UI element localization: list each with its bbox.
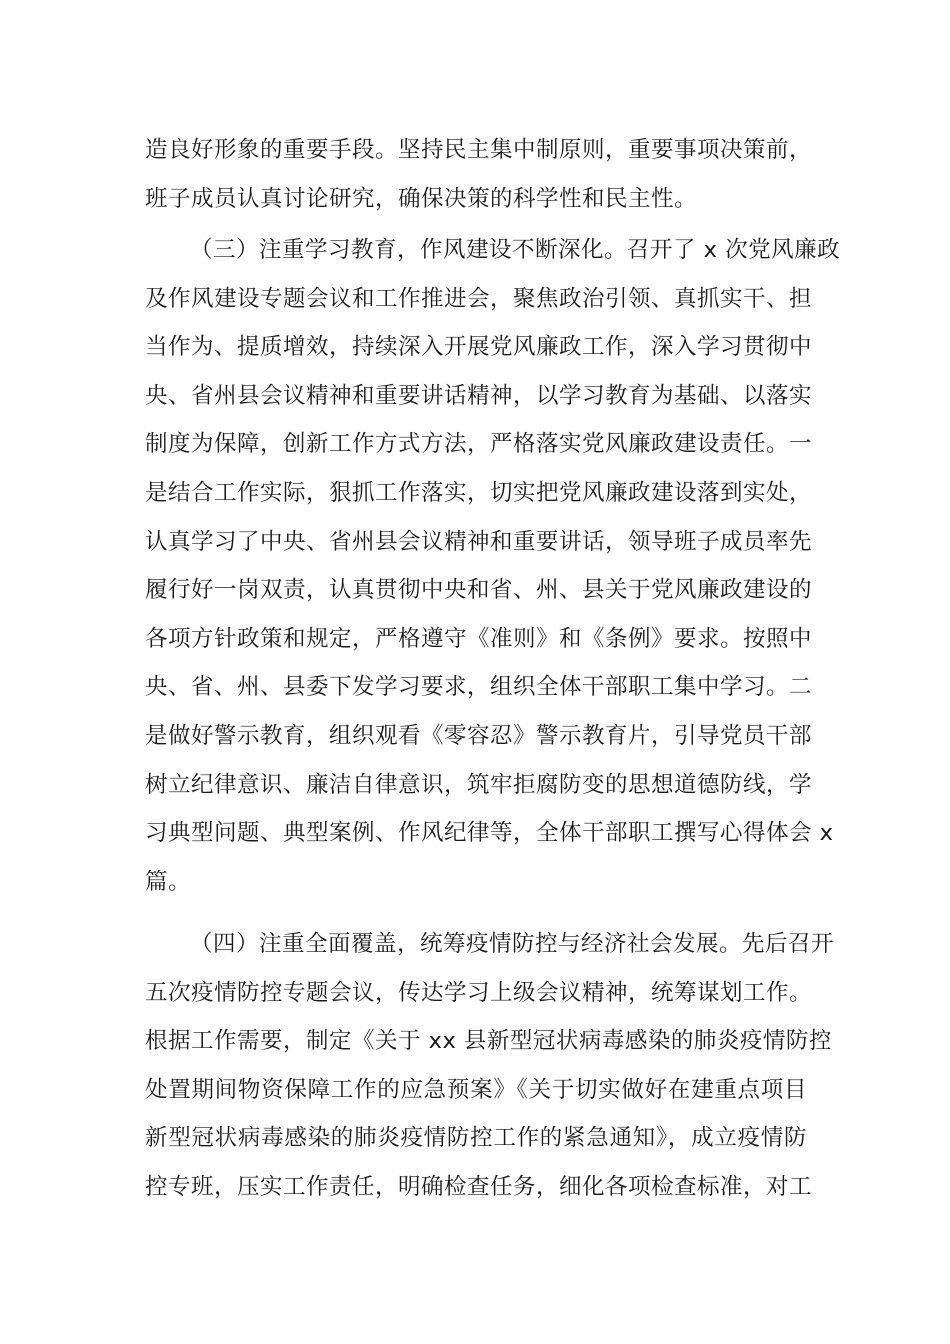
text-line: 是结合工作实际，狠抓工作落实，切实把党风廉政建设落到实处，: [145, 479, 813, 506]
paragraph-section-three: [145, 226, 841, 906]
paragraph: [145, 920, 835, 1212]
text-line: 央、省州县会议精神和重要讲话精神，以学习教育为基础、以落实: [145, 382, 813, 409]
text-line: 控专班，压实工作责任，明确检查任务，细化各项检查标准，对工: [145, 1173, 813, 1200]
text-line: 制度为保障，创新工作方式方法，严格落实党风廉政建设责任。一: [145, 431, 813, 458]
text-line: 五次疫情防控专题会议，传达学习上级会议精神，统筹谋划工作。: [145, 979, 813, 1006]
text-line: 班子成员认真讨论研究，确保决策的科学性和民主性。: [145, 185, 698, 212]
text-line: 当作为、提质增效，持续深入开展党风廉政工作，深入学习贯彻中: [145, 334, 813, 361]
text-line: 履行好一岗双责，认真贯彻中央和省、州、县关于党风廉政建设的: [145, 577, 813, 604]
text-line: 各项方针政策和规定，严格遵守《准则》和《条例》要求。按照中: [145, 625, 813, 652]
text-line: 树立纪律意识、廉洁自律意识，筑牢拒腐防变的思想道德防线，学: [145, 771, 813, 798]
text-line: （三）注重学习教育，作风建设不断深化。召开了 x 次党风廉政: [190, 237, 841, 263]
paragraph-section-four: [145, 920, 835, 1212]
text-line: 造良好形象的重要手段。坚持民主集中制原则，重要事项决策前，: [145, 137, 813, 163]
text-line: 是做好警示教育，组织观看《零容忍》警示教育片，引导党员干部: [145, 722, 813, 749]
paragraph: [145, 126, 813, 223]
text-line: （四）注重全面覆盖，统筹疫情防控与经济社会发展。先后召开: [190, 931, 835, 957]
text-line: 及作风建设专题会议和工作推进会，聚焦政治引领、真抓实干、担: [145, 285, 813, 312]
paragraph-continuation: [145, 126, 813, 223]
text-line: 央、省、州、县委下发学习要求，组织全体干部职工集中学习。二: [145, 674, 813, 701]
text-line: 处置期间物资保障工作的应急预案》《关于切实做好在建重点项目: [145, 1076, 807, 1103]
text-line: 篇。: [145, 868, 192, 895]
text-line: 认真学习了中央、省州县会议精神和重要讲话，领导班子成员率先: [145, 528, 813, 555]
text-line: 新型冠状病毒感染的肺炎疫情防控工作的紧急通知》，成立疫情防: [145, 1125, 807, 1152]
paragraph: [145, 226, 841, 906]
text-line: 根据工作需要，制定《关于 xx 县新型冠状病毒感染的肺炎疫情防控: [145, 1028, 832, 1055]
text-line: 习典型问题、典型案例、作风纪律等，全体干部职工撰写心得体会 x: [145, 820, 834, 847]
